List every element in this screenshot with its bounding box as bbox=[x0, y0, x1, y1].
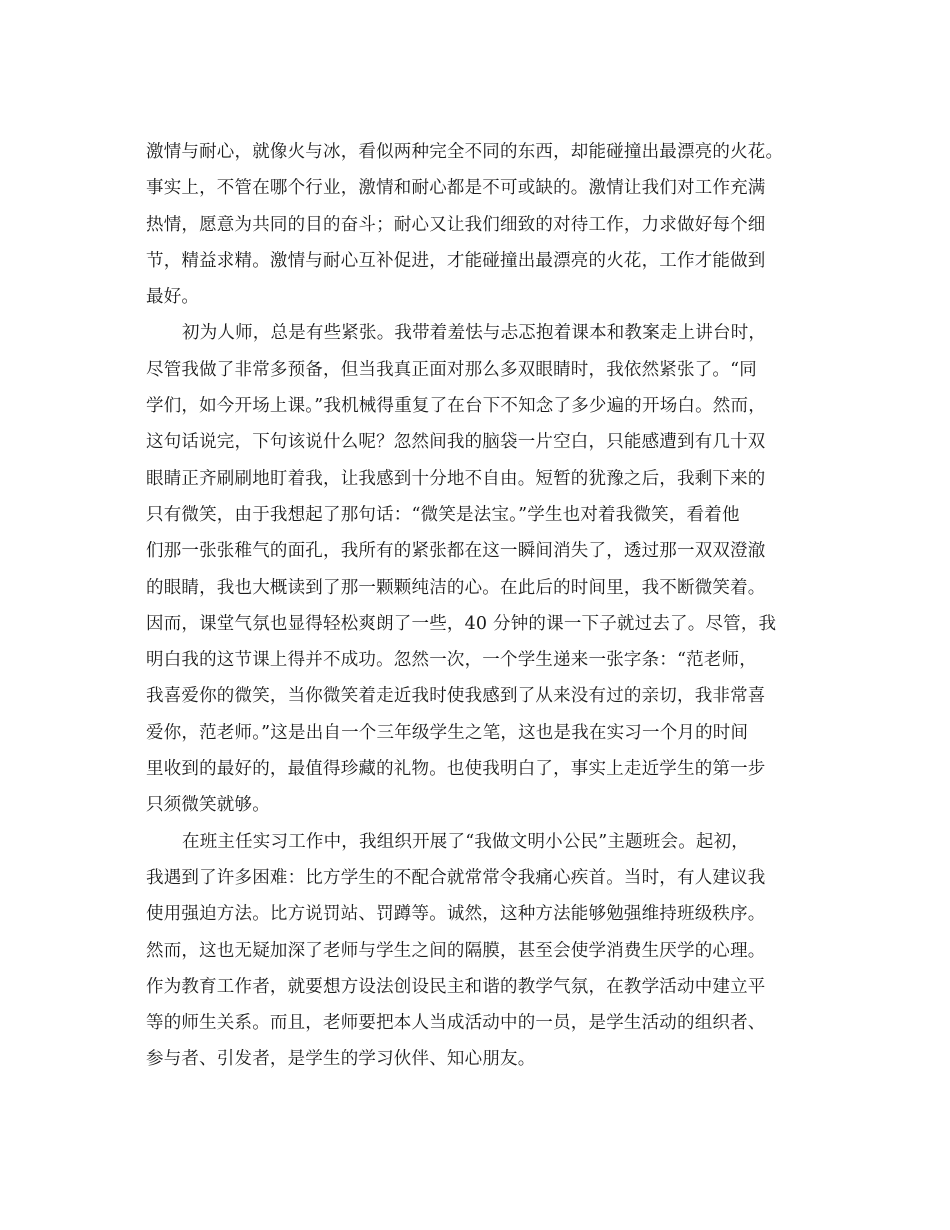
paragraph-2-line-2: 尽管我做了非常多预备，但当我真正面对那么多双眼睛时，我依然紧张了。“同 bbox=[146, 359, 757, 380]
paragraph-3-line-3: 使用强迫方法。比方说罚站、罚蹲等。诚然，这种方法能够勉强维持班级秩序。 bbox=[146, 904, 766, 925]
paragraph-2-line-11: 我喜爱你的微笑，当你微笑着走近我时使我感到了从来没有过的亲切，我非常喜 bbox=[146, 686, 766, 707]
paragraph-2-line-5: 眼睛正齐刷刷地盯着我，让我感到十分地不自由。短暂的犹豫之后，我剩下来的 bbox=[146, 468, 766, 489]
paragraph-2-line-14: 只须微笑就够。 bbox=[146, 795, 270, 816]
paragraph-3-line-2: 我遇到了许多困难：比方学生的不配合就常常令我痛心疾首。当时，有人建议我 bbox=[146, 867, 766, 888]
paragraph-2-line-12: 爱你，范老师。”这是出自一个三年级学生之笔，这也是我在实习一个月的时间 bbox=[146, 722, 749, 743]
paragraph-1-line-2: 事实上，不管在哪个行业，激情和耐心都是不可或缺的。激情让我们对工作充满 bbox=[146, 178, 766, 199]
paragraph-2-line-1: 初为人师，总是有些紧张。我带着羞怯与忐忑抱着课本和教案走上讲台时， bbox=[182, 323, 767, 344]
paragraph-3-line-4: 然而，这也无疑加深了老师与学生之间的隔膜，甚至会使学消费生厌学的心理。 bbox=[146, 940, 766, 961]
paragraph-3-line-7: 参与者、引发者，是学生的学习伙伴、知心朋友。 bbox=[146, 1049, 536, 1070]
paragraph-1-line-4: 节，精益求精。激情与耐心互补促进，才能碰撞出最漂亮的火花，工作才能做到 bbox=[146, 250, 766, 271]
paragraph-2-line-4: 这句话说完，下句该说什么呢？忽然间我的脑袋一片空白，只能感遭到有几十双 bbox=[146, 432, 766, 453]
paragraph-2-line-9: 因而，课堂气氛也显得轻松爽朗了一些，40 分钟的课一下子就过去了。尽管，我 bbox=[146, 613, 777, 634]
paragraph-2-line-6: 只有微笑，由于我想起了那句话：“微笑是法宝。”学生也对着我微笑，看着他 bbox=[146, 504, 740, 525]
paragraph-2-line-7: 们那一张张稚气的面孔，我所有的紧张都在这一瞬间消失了，透过那一双双澄澈 bbox=[146, 541, 766, 562]
paragraph-1-line-1: 激情与耐心，就像火与冰，看似两种完全不同的东西，却能碰撞出最漂亮的火花。 bbox=[146, 142, 784, 162]
document-body bbox=[146, 134, 806, 1078]
paragraph-2-line-13: 里收到的最好的，最值得珍藏的礼物。也使我明白了，事实上走近学生的第一步 bbox=[146, 759, 766, 780]
paragraph-3-line-6: 等的师生关系。而且，老师要把本人当成活动中的一员，是学生活动的组织者、 bbox=[146, 1013, 766, 1034]
paragraph-2-line-8: 的眼睛，我也大概读到了那一颗颗纯洁的心。在此后的时间里，我不断微笑着。 bbox=[146, 577, 766, 598]
paragraph-1-line-3: 热情，愿意为共同的目的奋斗；耐心又让我们细致的对待工作，力求做好每个细 bbox=[146, 214, 766, 235]
paragraph-2-line-3: 学们，如今开场上课。”我机械得重复了在台下不知念了多少遍的开场白。然而， bbox=[146, 396, 766, 417]
paragraph-1-line-5: 最好。 bbox=[146, 287, 200, 308]
paragraph-2-line-10: 明白我的这节课上得并不成功。忽然一次，一个学生递来一张字条：“范老师， bbox=[146, 650, 757, 671]
paragraph-3-line-1: 在班主任实习工作中，我组织开展了“我做文明小公民”主题班会。起初， bbox=[182, 831, 749, 852]
paragraph-3-line-5: 作为教育工作者，就要想方设法创设民主和谐的教学气氛，在教学活动中建立平 bbox=[146, 976, 766, 997]
